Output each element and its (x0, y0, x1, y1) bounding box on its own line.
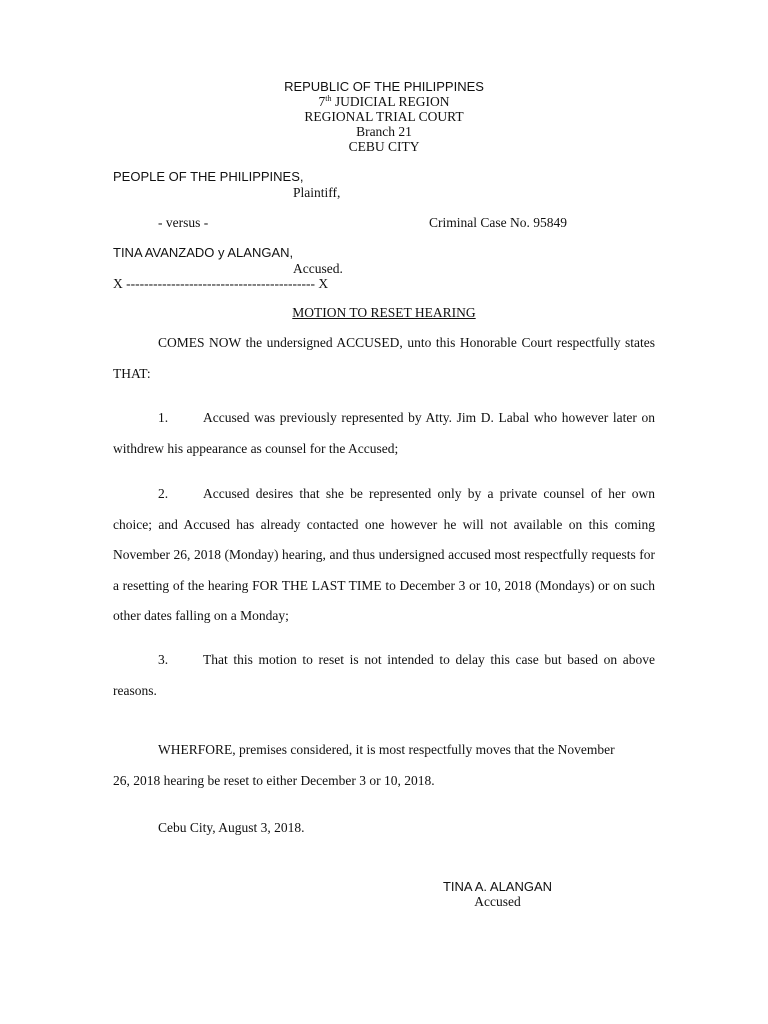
header-judicial-region (0, 94, 768, 110)
prayer-paragraph (113, 735, 633, 796)
numbered-item (113, 403, 655, 464)
numbered-item (113, 645, 655, 706)
signature-block (430, 879, 565, 910)
header-city: CEBU CITY (348, 139, 420, 154)
header-branch: Branch 21 (356, 124, 412, 139)
header-region-text: JUDICIAL REGION (331, 94, 450, 109)
caption-separator: X ------------------------------------------ X (113, 276, 329, 291)
item-number: 1. (158, 410, 169, 425)
numbered-item (113, 479, 655, 632)
document-title: MOTION TO RESET HEARING (292, 305, 476, 320)
header-region-suffix: th (325, 94, 332, 103)
header-court: REGIONAL TRIAL COURT (304, 109, 464, 124)
signatory-name: TINA A. ALANGAN (442, 879, 553, 894)
accused-name: TINA AVANZADO y ALANGAN, (113, 245, 294, 260)
signatory-role: Accused (474, 894, 521, 909)
item-text: Accused was previously represented by Atty. Jim D. Labal who however later on withdrew his appearance as counsel for the Accused; (113, 410, 655, 456)
header-republic: REPUBLIC OF THE PHILIPPINES (284, 79, 484, 94)
item-number: 2. (158, 486, 169, 501)
plaintiff-name: PEOPLE OF THE PHILIPPINES, (113, 169, 304, 184)
intro-text: COMES NOW the undersigned ACCUSED, unto this Honorable Court respectfully states THAT: (113, 335, 655, 381)
intro-paragraph (113, 328, 655, 389)
case-number: Criminal Case No. 95849 (429, 215, 567, 230)
versus-label: - versus - (158, 215, 209, 230)
accused-role: Accused. (293, 261, 343, 276)
item-number: 3. (158, 652, 169, 667)
prayer-text: WHERFORE, premises considered, it is most respectfully moves that the November 26, 2018 hearing be reset to either December 3 or 10, 2018. (113, 742, 615, 788)
item-text: Accused desires that she be represented only by a private counsel of her own choice; and Accused has already contacted one however he will not available on this coming November 26, 2018 (Monday) hearing, and thus undersigned accused most respectfully requests for a resetting of the hearing FOR THE LAST TIME to December 3 or 10, 2018 (Mondays) or on such other dates falling on a Monday; (113, 486, 655, 623)
plaintiff-role: Plaintiff, (293, 185, 341, 200)
item-text: That this motion to reset is not intended to delay this case but based on above reasons. (113, 652, 655, 698)
header-region-number: 7 (318, 94, 326, 109)
place-date: Cebu City, August 3, 2018. (158, 820, 305, 835)
